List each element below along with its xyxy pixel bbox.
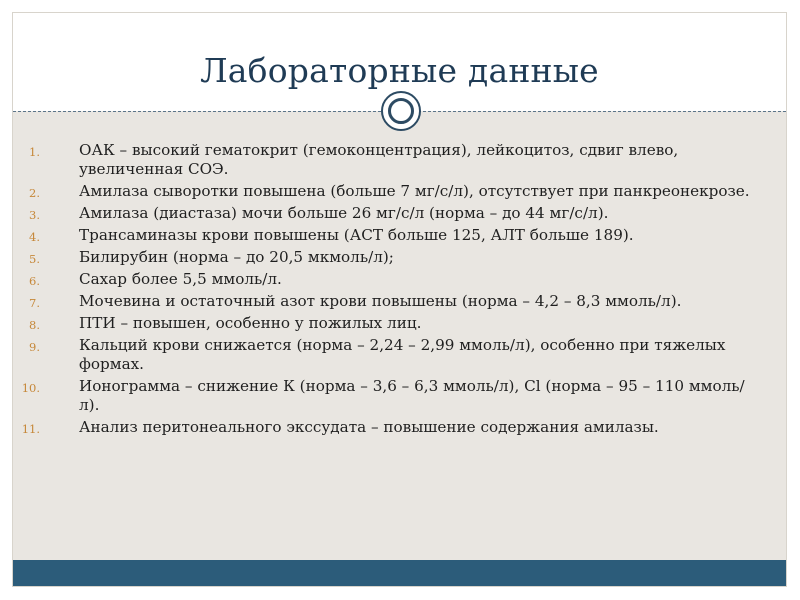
list-item: [13, 270, 786, 289]
list-item: [13, 248, 786, 267]
list-item-text: Билирубин (норма – до 20,5 мкмоль/л);: [79, 248, 394, 266]
list-item-text: Мочевина и остаточный азот крови повышены (норма – 4,2 – 8,3 ммоль/л).: [79, 292, 682, 310]
list-item-text: Амилаза сыворотки повышена (больше 7 мг/с/л), отсутствует при панкреонекрозе.: [79, 182, 750, 200]
list-item: [13, 292, 786, 311]
list-item: [13, 141, 786, 179]
list-item: [13, 182, 786, 201]
list-item-number: 3.: [29, 208, 40, 222]
list-item: [13, 336, 786, 374]
double-circle-icon: [381, 91, 421, 131]
list-item-number: 11.: [21, 422, 40, 436]
list-item-number: 4.: [29, 230, 40, 244]
slide-frame: [12, 12, 787, 587]
list-item-text: Кальций крови снижается (норма – 2,24 – 2,99 ммоль/л), особенно при тяжелых формах.: [79, 336, 726, 373]
slide-content: [13, 141, 786, 440]
list-item-number: 6.: [29, 274, 40, 288]
list-item: [13, 226, 786, 245]
numbered-list: [13, 141, 786, 437]
list-item-text: Сахар более 5,5 ммоль/л.: [79, 270, 282, 288]
list-item-text: ОАК – высокий гематокрит (гемоконцентрация), лейкоцитоз, сдвиг влево, увеличенная СОЭ.: [79, 141, 679, 178]
bottom-bar: [13, 560, 786, 586]
list-item-number: 10.: [21, 381, 40, 395]
list-item-number: 8.: [29, 318, 40, 332]
list-item-number: 5.: [29, 252, 40, 266]
list-item-text: Ионограмма – снижение К (норма – 3,6 – 6,3 ммоль/л), Cl (норма – 95 – 110 ммоль/л).: [79, 377, 745, 414]
list-item: [13, 377, 786, 415]
list-item-number: 2.: [29, 186, 40, 200]
list-item-text: ПТИ – повышен, особенно у пожилых лиц.: [79, 314, 422, 332]
list-item: [13, 204, 786, 223]
list-item-text: Анализ перитонеального экссудата – повышение содержания амилазы.: [79, 418, 659, 436]
list-item-number: 7.: [29, 296, 40, 310]
list-item: [13, 418, 786, 437]
list-item-text: Трансаминазы крови повышены (АСТ больше 125, АЛТ больше 189).: [79, 226, 634, 244]
list-item: [13, 314, 786, 333]
list-item-text: Амилаза (диастаза) мочи больше 26 мг/с/л (норма – до 44 мг/с/л).: [79, 204, 609, 222]
list-item-number: 1.: [29, 145, 40, 159]
list-item-number: 9.: [29, 340, 40, 354]
slide-title: Лабораторные данные: [200, 51, 599, 90]
